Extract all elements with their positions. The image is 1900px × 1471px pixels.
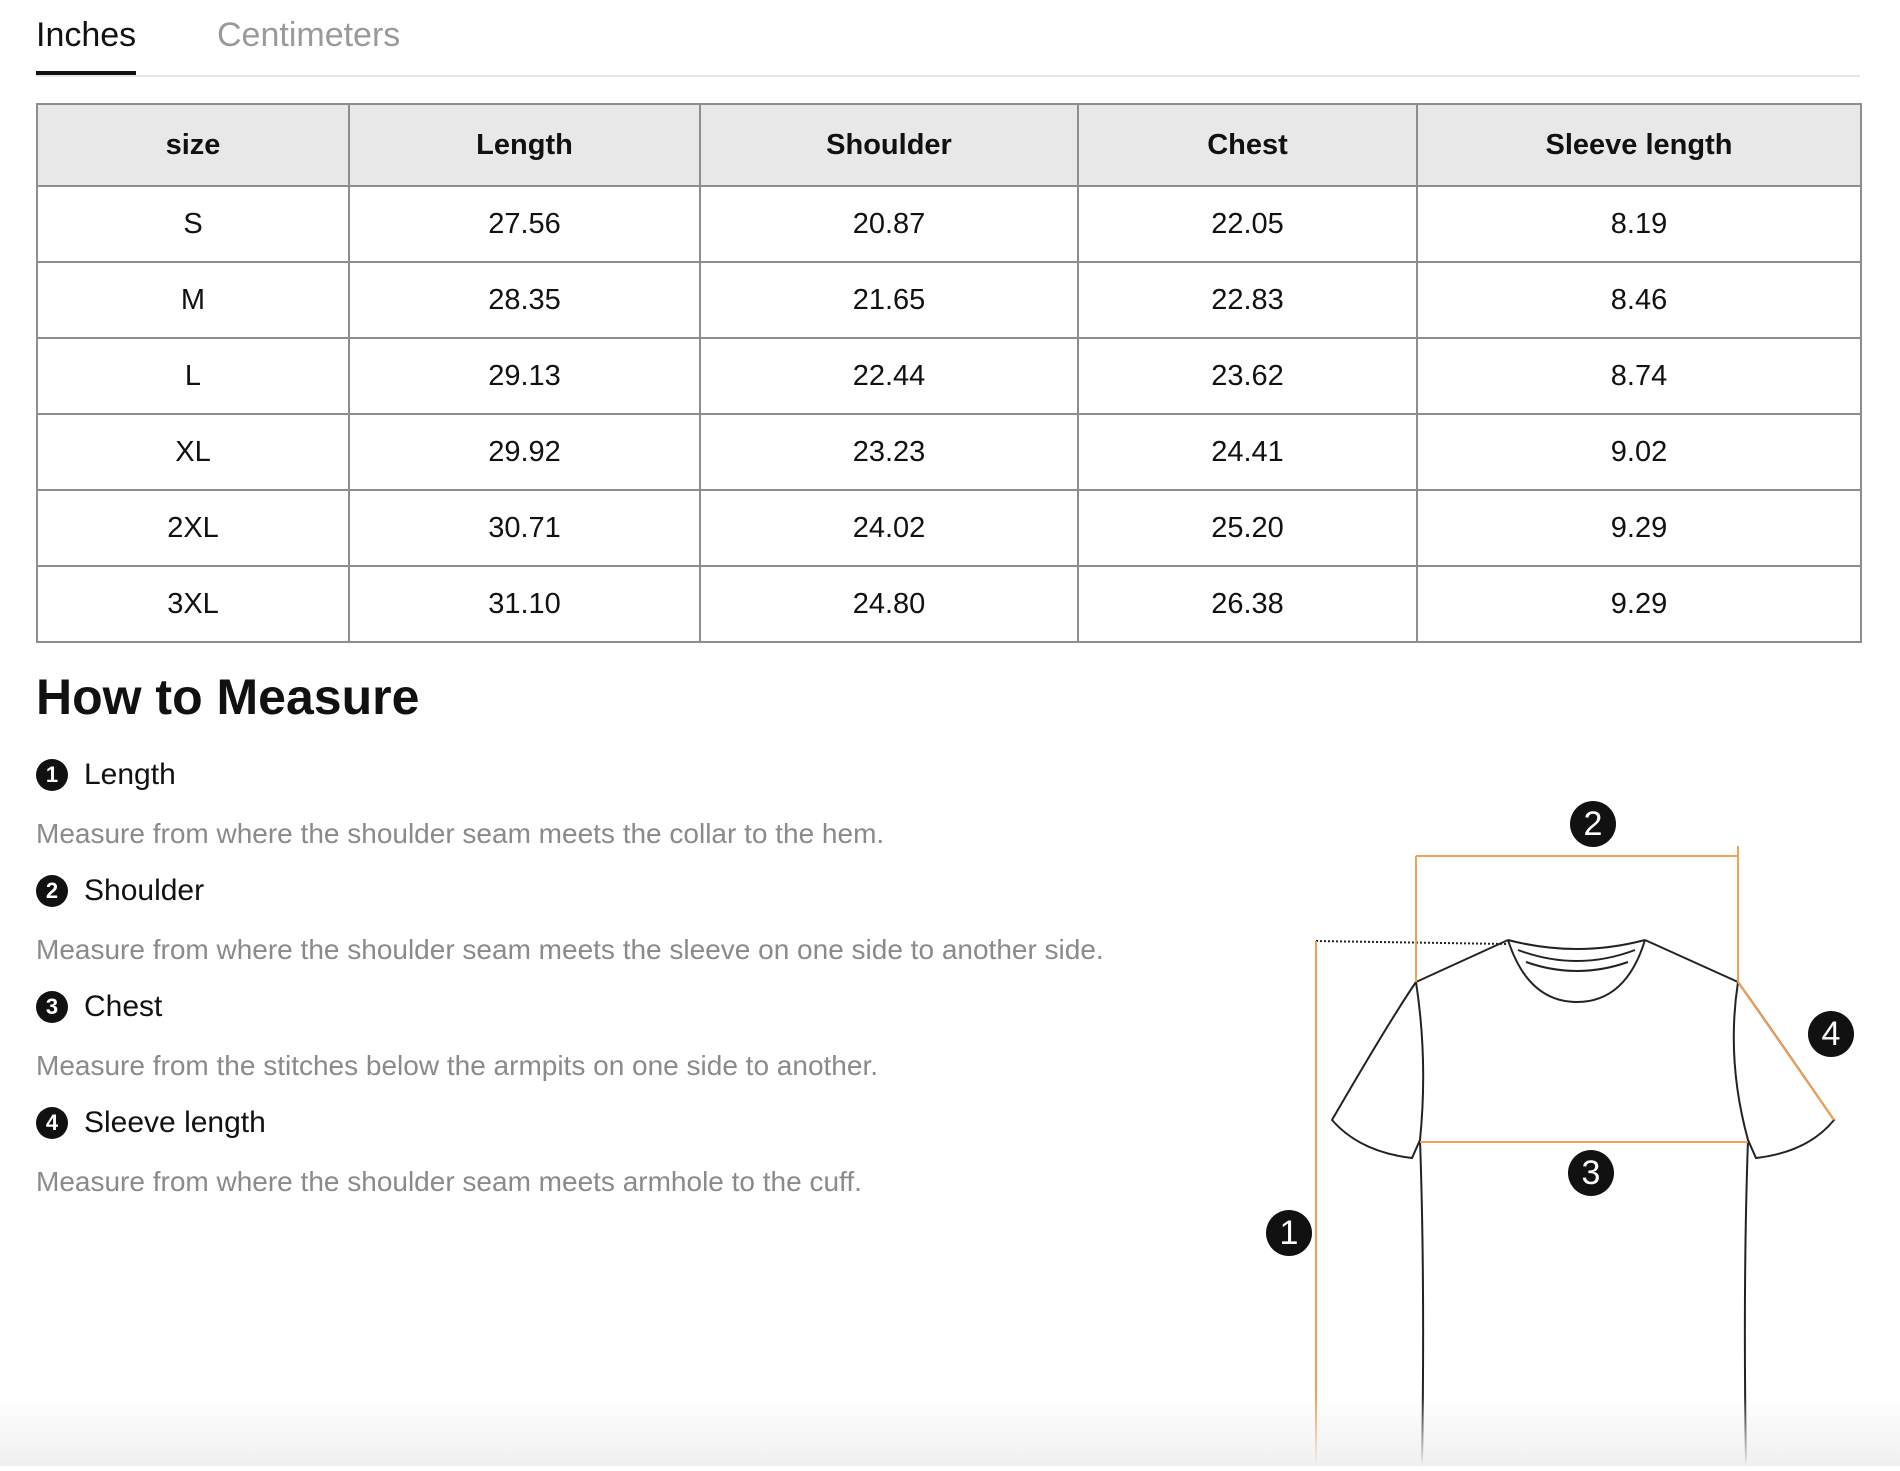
cell-size: S: [37, 186, 349, 262]
header-shoulder: Shoulder: [700, 104, 1078, 186]
step-shoulder-description: Measure from where the shoulder seam meets the sleeve on one side to another side.: [36, 934, 1104, 965]
number-4-badge-icon: 4: [36, 1107, 68, 1139]
number-3-badge-icon: 3: [36, 991, 68, 1023]
diagram-length-badge-icon: 1: [1266, 1210, 1312, 1256]
table-row: [37, 414, 1861, 490]
step-chest-description: Measure from the stitches below the armpits on one side to another.: [36, 1050, 879, 1081]
number-2-badge-icon: 2: [36, 875, 68, 907]
table-header-row: [37, 104, 1861, 186]
unit-tabs: [36, 0, 1860, 77]
cell-sleeve-length: 8.46: [1417, 262, 1861, 338]
step-label: Sleeve length: [84, 1106, 266, 1139]
step-sleeve-length-description: Measure from where the shoulder seam meets armhole to the cuff.: [36, 1166, 862, 1197]
cell-shoulder: 21.65: [700, 262, 1078, 338]
table-row: [37, 186, 1861, 262]
table-row: [37, 338, 1861, 414]
header-chest: Chest: [1078, 104, 1417, 186]
step-label: Chest: [84, 990, 163, 1023]
cell-shoulder: 24.02: [700, 490, 1078, 566]
number-1-badge-icon: 1: [36, 759, 68, 791]
size-chart-table: [36, 103, 1862, 643]
header-length: Length: [349, 104, 700, 186]
cell-chest: 26.38: [1078, 566, 1417, 642]
cell-size: M: [37, 262, 349, 338]
step-label: Length: [84, 758, 176, 791]
cell-sleeve-length: 9.29: [1417, 566, 1861, 642]
step-length-heading: [36, 758, 176, 792]
cell-size: 2XL: [37, 490, 349, 566]
step-shoulder-heading: [36, 874, 204, 908]
cell-size: XL: [37, 414, 349, 490]
cell-chest: 22.05: [1078, 186, 1417, 262]
cell-length: 29.13: [349, 338, 700, 414]
cell-length: 29.92: [349, 414, 700, 490]
tab-centimeters[interactable]: Centimeters: [217, 16, 401, 54]
step-length-description: Measure from where the shoulder seam meets the collar to the hem.: [36, 818, 885, 849]
cell-size: 3XL: [37, 566, 349, 642]
table-row: [37, 262, 1861, 338]
cell-shoulder: 22.44: [700, 338, 1078, 414]
cell-shoulder: 20.87: [700, 186, 1078, 262]
cell-chest: 24.41: [1078, 414, 1417, 490]
table-row: [37, 490, 1861, 566]
tshirt-measure-diagram: [1240, 780, 1880, 1466]
header-size: size: [37, 104, 349, 186]
cell-sleeve-length: 9.02: [1417, 414, 1861, 490]
diagram-chest-badge-icon: 3: [1568, 1150, 1614, 1196]
table-row: [37, 566, 1861, 642]
header-sleeve-length: Sleeve length: [1417, 104, 1861, 186]
cell-sleeve-length: 8.74: [1417, 338, 1861, 414]
tshirt-outline-icon: [1240, 780, 1880, 1466]
diagram-shoulder-badge-icon: 2: [1570, 801, 1616, 847]
step-label: Shoulder: [84, 874, 205, 907]
cell-chest: 25.20: [1078, 490, 1417, 566]
cell-chest: 22.83: [1078, 262, 1417, 338]
cell-shoulder: 24.80: [700, 566, 1078, 642]
cell-sleeve-length: 8.19: [1417, 186, 1861, 262]
cell-shoulder: 23.23: [700, 414, 1078, 490]
cell-sleeve-length: 9.29: [1417, 490, 1861, 566]
cell-length: 30.71: [349, 490, 700, 566]
how-to-measure-title: How to Measure: [36, 669, 420, 725]
cell-chest: 23.62: [1078, 338, 1417, 414]
step-sleeve-length-heading: [36, 1106, 266, 1140]
tab-inches[interactable]: Inches: [36, 16, 137, 54]
cell-length: 31.10: [349, 566, 700, 642]
diagram-sleeve-badge-icon: 4: [1808, 1011, 1854, 1057]
cell-length: 27.56: [349, 186, 700, 262]
step-chest-heading: [36, 990, 162, 1024]
cell-size: L: [37, 338, 349, 414]
cell-length: 28.35: [349, 262, 700, 338]
